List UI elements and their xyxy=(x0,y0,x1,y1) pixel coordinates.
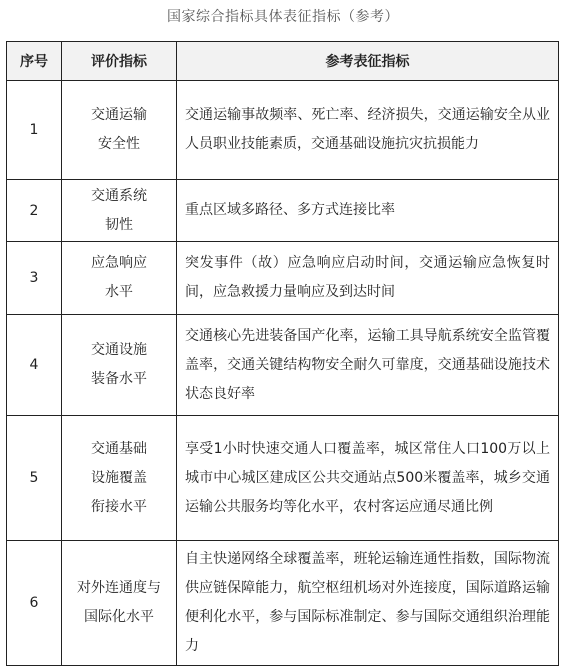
row-number: 5 xyxy=(7,416,62,541)
row-number: 1 xyxy=(7,81,62,180)
indicator-line: 应急响应 xyxy=(91,255,147,271)
row-indicator xyxy=(62,541,177,666)
indicator-line: 交通设施 xyxy=(91,342,147,358)
indicator-line: 交通系统 xyxy=(91,187,147,204)
table-row xyxy=(7,242,559,315)
row-indicator xyxy=(62,416,177,541)
indicator-line: 装备水平 xyxy=(91,371,147,387)
row-reference: 重点区域多路径、多方式连接比率 xyxy=(177,180,559,242)
table-row xyxy=(7,416,559,541)
row-reference: 突发事件（故）应急响应启动时间，交通运输应急恢复时间，应急救援力量响应及到达时间 xyxy=(177,242,559,315)
indicator-line: 交通基础 xyxy=(91,440,147,457)
row-reference: 自主快递网络全球覆盖率，班轮运输连通性指数，国际物流供应链保障能力，航空枢纽机场对外连接度，国际道路运输便利化水平，参与国际标准制定、参与国际交通组织治理能力 xyxy=(177,541,559,666)
row-indicator xyxy=(62,242,177,315)
row-reference: 交通运输事故频率、死亡率、经济损失，交通运输安全从业人员职业技能素质，交通基础设施抗灾抗损能力 xyxy=(177,81,559,180)
row-number: 3 xyxy=(7,242,62,315)
indicator-line: 韧性 xyxy=(105,216,133,233)
table-header-row xyxy=(7,42,559,81)
table-row xyxy=(7,315,559,416)
indicator-line: 交通运输 xyxy=(91,107,147,123)
indicator-table xyxy=(6,41,559,666)
table-row xyxy=(7,541,559,666)
indicator-line: 国际化水平 xyxy=(84,609,154,625)
indicator-line: 衔接水平 xyxy=(91,498,147,515)
row-reference: 交通核心先进装备国产化率，运输工具导航系统安全监管覆盖率，交通关键结构物安全耐久可靠度，交通基础设施技术状态良好率 xyxy=(177,315,559,416)
row-number: 4 xyxy=(7,315,62,416)
table-row xyxy=(7,180,559,242)
table-row xyxy=(7,81,559,180)
header-no: 序号 xyxy=(7,42,62,81)
indicator-line: 安全性 xyxy=(98,136,140,152)
row-indicator xyxy=(62,315,177,416)
indicator-line: 水平 xyxy=(105,284,133,300)
indicator-line: 对外连通度与 xyxy=(77,580,161,596)
row-number: 2 xyxy=(7,180,62,242)
table-caption: 国家综合指标具体表征指标（参考） xyxy=(167,9,399,25)
row-number: 6 xyxy=(7,541,62,666)
row-reference: 享受1小时快速交通人口覆盖率，城区常住人口100万以上城市中心城区建成区公共交通站点500米覆盖率，城乡交通运输公共服务均等化水平，农村客运应通尽通比例 xyxy=(177,416,559,541)
row-indicator xyxy=(62,81,177,180)
row-indicator xyxy=(62,180,177,242)
header-indicator: 评价指标 xyxy=(62,42,177,81)
header-reference: 参考表征指标 xyxy=(177,42,559,81)
indicator-line: 设施覆盖 xyxy=(91,469,147,486)
